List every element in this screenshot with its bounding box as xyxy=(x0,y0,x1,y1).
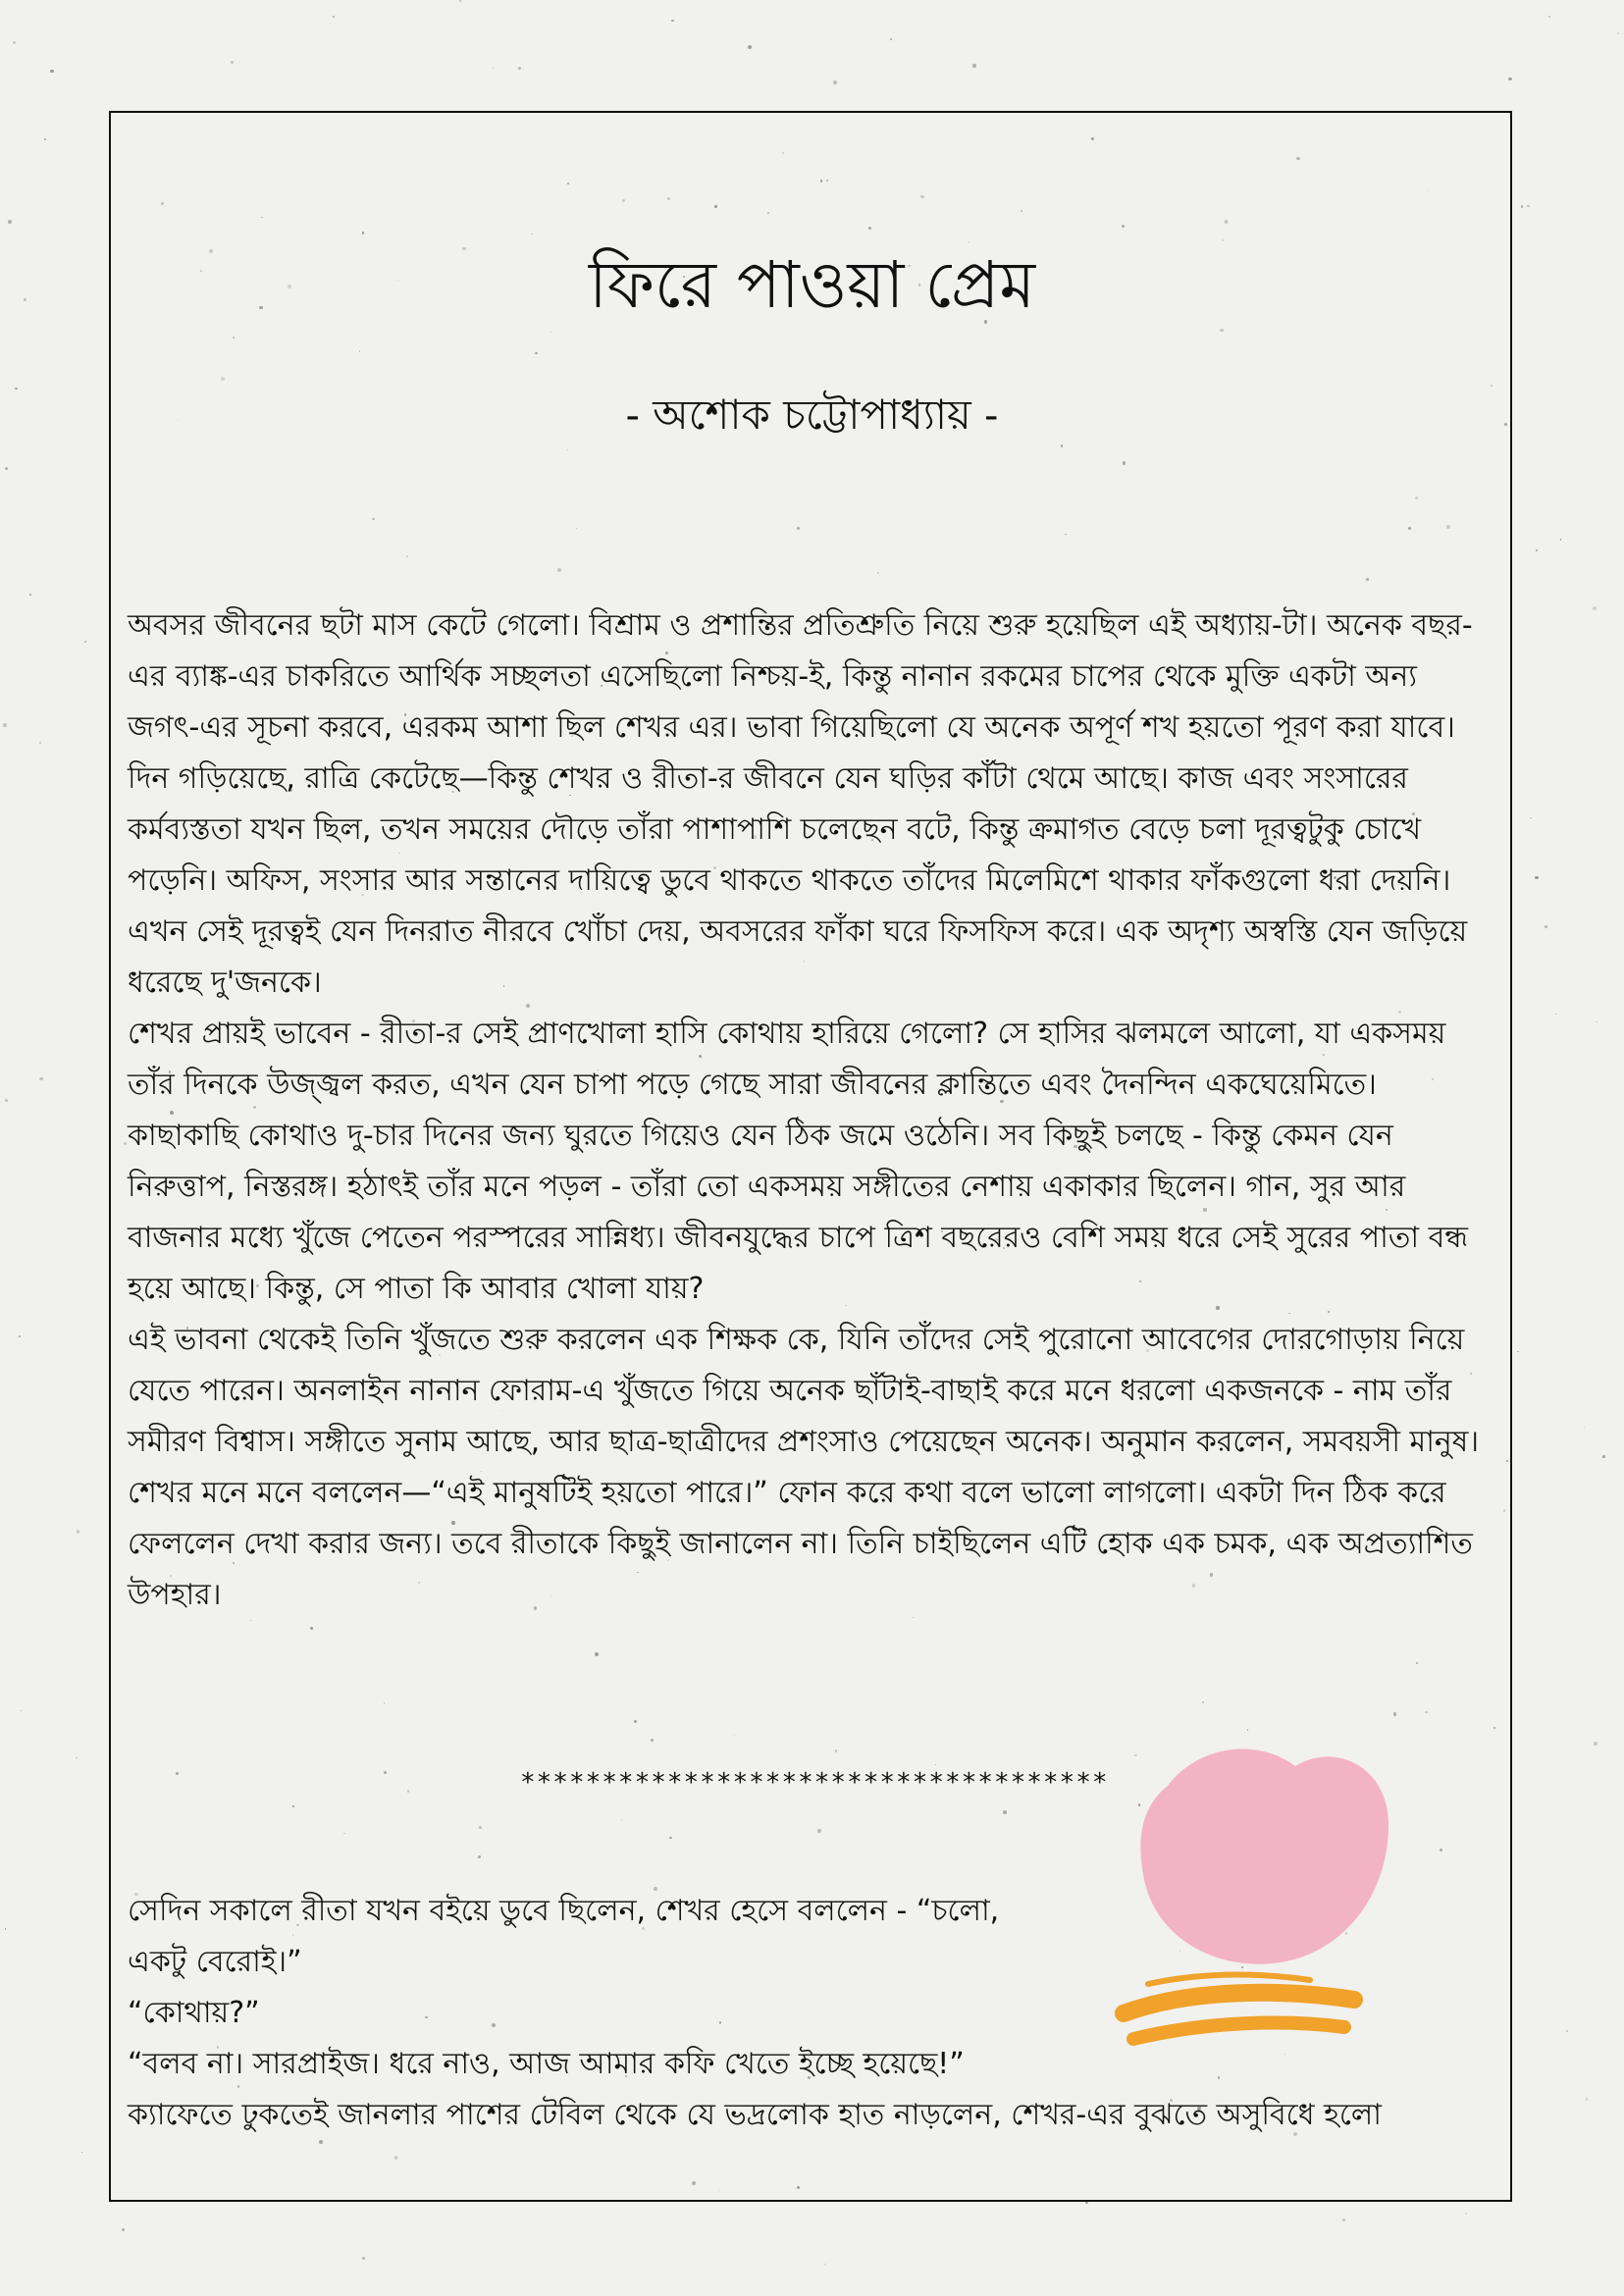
paper-speckle xyxy=(1566,2030,1568,2032)
paper-speckle xyxy=(19,1335,21,1337)
paper-speckle xyxy=(44,138,46,140)
paper-speckle xyxy=(21,1710,22,1711)
paper-speckle xyxy=(50,70,54,74)
paragraph: এই ভাবনা থেকেই তিনি খুঁজতে শুরু করলেন এক শিক্ষক কে, যিনি তাঁদের সেই পুরোনো আবেগের দোরগোড়ায় নিয়ে যেতে পারেন। অনলাইন নানান ফোরাম-এ খুঁজতে গিয়ে অনেক ছাঁটাই-বাছাই করে মনে ধরলো একজনকে - নাম তাঁর সমীরণ বিশ্বাস। সঙ্গীতে সুনাম আছে, আর ছাত্র-ছাত্রীদের প্রশংসাও পেয়েছেন অনেক। অনুমান করলেন, সমবয়সী মানুষ। শেখর মনে মনে বললেন—“এই মানুষটিই হয়তো পারে।” ফোন করে কথা বলে ভালো লাগলো। একটা দিন ঠিক করে ফেললেন দেখা করার জন্য। তবে রীতাকে কিছুই জানালেন না। তিনি চাইছিলেন এটি হোক এক চমক, এক অপ্রত্যাশিত উপহার। xyxy=(128,1323,1480,1612)
paper-speckle xyxy=(671,20,673,22)
dialogue-line: “বলব না। সারপ্রাইজ। ধরে নাও, আজ আমার কফি খেতে ইচ্ছে হয়েছে!” xyxy=(128,2047,965,2081)
paragraph: শেখর প্রায়ই ভাবেন - রীতা-র সেই প্রাণখোলা হাসি কোথায় হারিয়ে গেলো? সে হাসির ঝলমলে আলো, যা একসময় তাঁর দিনকে উজ্জ্বল করত, এখন যেন চাপা পড়ে গেছে সারা জীবনের ক্লান্তিতে এবং দৈনন্দিন একঘেয়েমিতে। কাছাকাছি কোথাও দু-চার দিনের জন্য ঘুরতে গিয়েও যেন ঠিক জমে ওঠেনি। সব কিছুই চলছে - কিন্তু কেমন যেন নিরুত্তাপ, নিস্তরঙ্গ। হঠাৎই তাঁর মনে পড়ল - তাঁরা তো একসময় সঙ্গীতের নেশায় একাকার ছিলেন। গান, সুর আর বাজনার মধ্যে খুঁজে পেতেন পরস্পরের সান্নিধ্য। জীবনযুদ্ধের চাপে ত্রিশ বছরেরও বেশি সময় ধরে সেই সুরের পাতা বন্ধ হয়ে আছে। কিন্তু, সে পাতা কি আবার খোলা যায়? xyxy=(128,1017,1469,1306)
paper-speckle xyxy=(748,45,752,49)
paper-speckle xyxy=(1342,2218,1345,2221)
orange-brush-stroke xyxy=(1148,1974,1310,1984)
paper-speckle xyxy=(13,41,16,44)
paper-speckle xyxy=(5,1928,7,1930)
paper-speckle xyxy=(362,2257,365,2260)
story-body xyxy=(128,600,1487,1621)
paper-speckle xyxy=(231,61,234,64)
orange-brush-stroke xyxy=(1133,2023,1344,2039)
paper-speckle xyxy=(1548,16,1550,18)
paper-speckle xyxy=(1584,1427,1585,1428)
paper-speckle xyxy=(5,1099,8,1102)
paper-speckle xyxy=(1586,2098,1588,2100)
paper-speckle xyxy=(5,467,8,470)
paper-speckle xyxy=(1275,2271,1276,2272)
paper-speckle xyxy=(122,2228,124,2230)
section-divider: ************************************ xyxy=(520,1768,1109,1798)
paper-speckle xyxy=(518,67,521,70)
paper-speckle xyxy=(3,723,7,727)
paper-speckle xyxy=(1527,205,1530,208)
paper-speckle xyxy=(8,220,12,224)
paper-speckle xyxy=(81,2152,83,2154)
paper-speckle xyxy=(1594,1742,1597,1745)
paper-speckle xyxy=(1555,1014,1557,1016)
paper-speckle xyxy=(1545,925,1548,929)
paper-speckle xyxy=(1602,1455,1605,1458)
pink-blob-shape xyxy=(1140,1749,1388,1964)
story-author: - অশোক চট্টোপাধ্যায় - xyxy=(625,391,999,439)
paper-speckle xyxy=(459,0,461,2)
story-title: ফিরে পাওয়া প্রেম xyxy=(588,247,1036,323)
paper-speckle xyxy=(39,1077,42,1080)
paper-speckle xyxy=(1508,78,1511,80)
paper-speckle xyxy=(890,38,892,40)
paper-speckle xyxy=(1521,205,1524,208)
paper-speckle xyxy=(1596,1021,1598,1023)
paper-speckle xyxy=(77,1530,80,1534)
paper-speckle xyxy=(1517,1351,1519,1353)
paper-speckle xyxy=(493,68,495,70)
paper-speckle xyxy=(824,2264,826,2266)
paper-speckle xyxy=(1465,2213,1468,2216)
dialogue-line: ক্যাফেতে ঢুকতেই জানলার পাশের টেবিল থেকে যে ভদ্রলোক হাত নাড়লেন, শেখর-এর বুঝতে অসুবিধে হলো xyxy=(128,2098,1382,2132)
paper-speckle xyxy=(39,742,42,745)
paper-speckle xyxy=(1536,549,1538,551)
paper-speckle xyxy=(1560,539,1562,541)
paper-speckle xyxy=(1593,606,1597,610)
paragraph: দিন গড়িয়েছে, রাত্রি কেটেছে—কিন্তু শেখর ও রীতা-র জীবনে যেন ঘড়ির কাঁটা থেমে আছে। কাজ এবং সংসারের কর্মব্যস্ততা যখন ছিল, তখন সময়ের দৌড়ে তাঁরা পাশাপাশি চলেছেন বটে, কিন্তু ক্রমাগত বেড়ে চলা দূরত্বটুকু চোখে পড়েনি। অফিস, সংসার আর সন্তানের দায়িত্বে ডুবে থাকতে থাকতে তাঁদের মিলেমিশে থাকার ফাঁকগুলো ধরা দেয়নি। এখন সেই দূরত্বই যেন দিনরাত নীরবে খোঁচা দেয়, অবসরের ফাঁকা ঘরে ফিসফিস করে। এক অদৃশ্য অস্বস্তি যেন জড়িয়ে ধরেছে দু'জনকে। xyxy=(128,761,1468,1000)
paper-speckle xyxy=(1535,876,1539,880)
paper-speckle xyxy=(333,16,335,18)
paper-speckle xyxy=(29,594,31,596)
decorative-brush-art xyxy=(1109,1727,1403,2061)
paper-speckle xyxy=(61,187,63,189)
paper-speckle xyxy=(833,80,837,84)
paper-speckle xyxy=(84,641,86,643)
orange-brush-stroke xyxy=(1124,1993,1354,2013)
paragraph: অবসর জীবনের ছটা মাস কেটে গেলো। বিশ্রাম ও প্রশান্তির প্রতিশ্রুতি নিয়ে শুরু হয়েছিল এই অধ্যায়-টা। অনেক বছর-এর ব্যাঙ্ক-এর চাকরিতে আর্থিক সচ্ছলতা এসেছিলো নিশ্চয়-ই, কিন্তু নানান রকমের চাপের থেকে মুক্তি একটা অন্য জগৎ-এর সূচনা করবে, এরকম আশা ছিল শেখর এর। ভাবা গিয়েছিলো যে অনেক অপূর্ণ শখ হয়তো পূরণ করা যাবে। xyxy=(128,608,1473,745)
paper-speckle xyxy=(972,64,975,67)
paper-speckle xyxy=(1617,32,1619,34)
paper-speckle xyxy=(1530,817,1532,819)
paper-speckle xyxy=(76,1757,78,1759)
dialogue-line: “কোথায়?” xyxy=(128,1996,260,2030)
dialogue-line: সেদিন সকালে রীতা যখন বইয়ে ডুবে ছিলেন, শেখর হেসে বললেন - “চলো, একটু বেরোই।” xyxy=(128,1894,1000,1979)
